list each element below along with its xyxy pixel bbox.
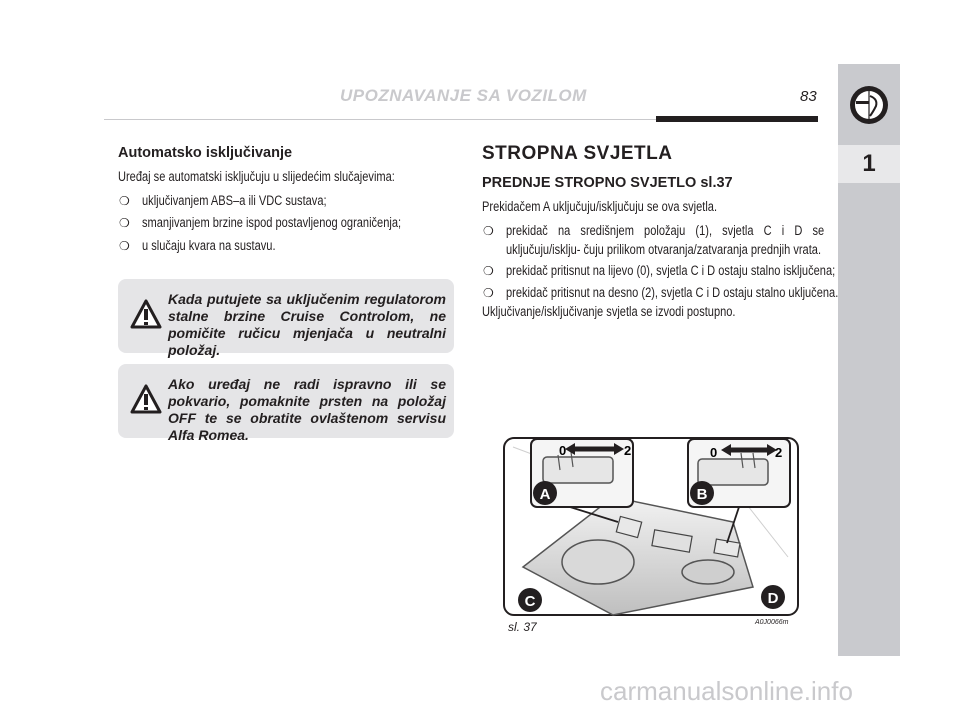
subsection-title: PREDNJE STROPNO SVJETLO sl.37	[482, 175, 733, 191]
paragraph-intro: Uređaj se automatski isključuju u slijedećim slučajevima:	[118, 169, 395, 184]
bullet-circle-icon: ❍	[483, 224, 494, 238]
position-0-label: 0	[710, 445, 718, 460]
front-ceiling-light-illustration	[503, 437, 799, 616]
chapter-number: 1	[862, 150, 876, 177]
list-item: smanjivanjem brzine ispod postavljenog ograničenja;	[142, 215, 402, 230]
bullet-circle-icon: ❍	[483, 264, 494, 278]
section-header-title: UPOZNAVANJE SA VOZILOM	[340, 86, 587, 105]
warning-box	[118, 364, 454, 443]
warning-triangle-icon	[130, 384, 162, 414]
position-2-label: 2	[624, 443, 632, 458]
warning-text: Kada putujete sa uključenim regulatorom stalne brzine Cruise Controlom, ne pomičite ručicu mjenjača u neutralni položaj.	[168, 291, 446, 358]
paragraph-outro: Uključivanje/isključivanje svjetla se izvodi postupno.	[482, 304, 736, 319]
warning-triangle-icon	[130, 299, 162, 329]
bullet-circle-icon: ❍	[119, 216, 130, 230]
warning-text: Ako uređaj ne radi ispravno ili se pokvario, pomaknite prsten na položaj OFF te se obratite ovlaštenom servisu Alfa Romea.	[168, 376, 446, 443]
position-2-label: 2	[775, 445, 783, 460]
bullet-circle-icon: ❍	[119, 239, 130, 253]
list-item: prekidač na središnjem položaju (1), svjetla C i D se uključuju/isklju- čuju prilikom otvaranja/zatvaranja prednjih vrata.	[506, 223, 825, 257]
list-item: u slučaju kvara na sustavu.	[142, 238, 276, 253]
callout-a-label: A	[539, 486, 551, 503]
list-item: prekidač pritisnut na lijevo (0), svjetla C i D ostaju stalno isključena;	[506, 263, 836, 278]
warning-box	[118, 279, 454, 358]
callout-d-label: D	[767, 590, 779, 607]
position-0-label: 0	[559, 443, 567, 458]
bullet-circle-icon: ❍	[483, 286, 494, 300]
figure-code: A0J0066m	[755, 619, 789, 626]
page-number: 83	[800, 88, 817, 105]
section-title: STROPNA SVJETLA	[482, 143, 673, 164]
bullet-circle-icon: ❍	[119, 194, 130, 208]
section-heading-auto-off: Automatsko isključivanje	[118, 145, 293, 161]
header-rule	[104, 116, 818, 122]
callout-c-label: C	[524, 593, 536, 610]
alfa-romeo-logo-icon	[848, 84, 890, 126]
list-item: prekidač pritisnut na desno (2), svjetla C i D ostaju stalno uključena.	[506, 285, 839, 300]
figure-caption: sl. 37	[508, 620, 537, 634]
list-item: uključivanjem ABS–a ili VDC sustava;	[142, 193, 327, 208]
watermark: carmanualsonline.info	[600, 676, 853, 706]
paragraph-intro: Prekidačem A uključuju/isključuju se ova svjetla.	[482, 199, 718, 214]
callout-b-label: B	[696, 486, 708, 503]
